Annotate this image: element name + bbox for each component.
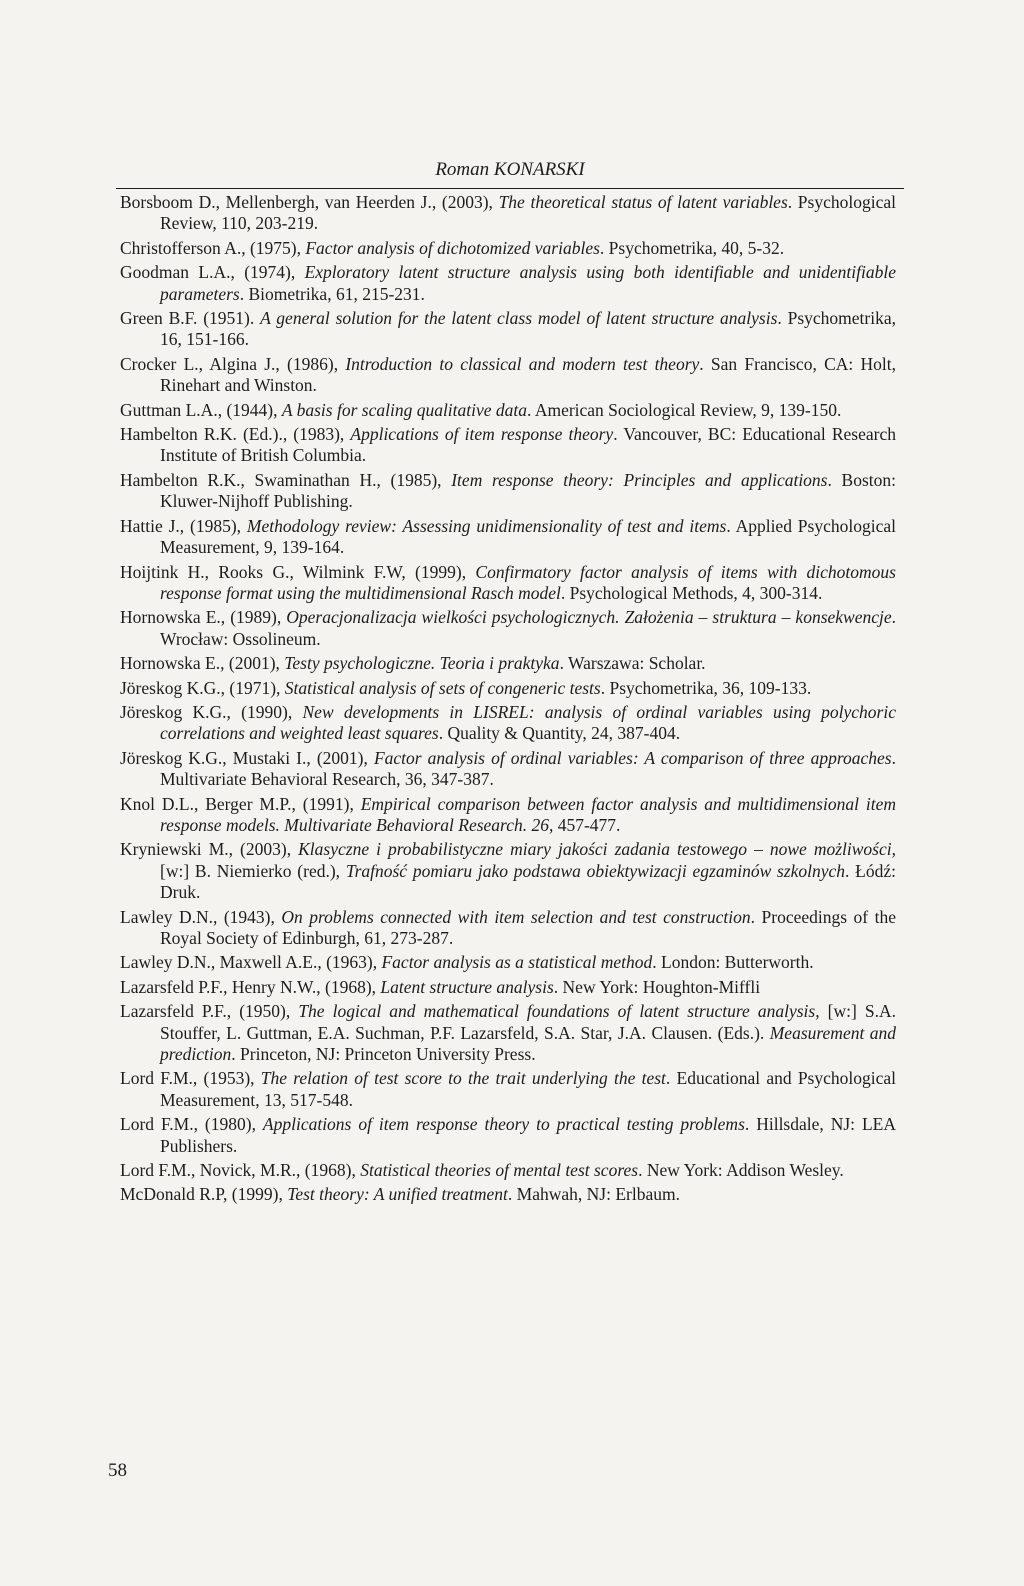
- reference-item: McDonald R.P, (1999), Test theory: A unified treatment. Mahwah, NJ: Erlbaum.: [120, 1184, 680, 1205]
- reference-item: Lazarsfeld P.F., Henry N.W., (1968), Latent structure analysis. New York: Houghton-Miffli: [120, 976, 761, 997]
- reference-item: Hattie J., (1985), Methodology review: Assessing unidimensionality of test and items. Applied Psychological Measurement, 9, 139-164.: [120, 515, 896, 558]
- reference-item: Lord F.M., (1953), The relation of test score to the trait underlying the test. Educational and Psychological Measurement, 13, 517-548.: [120, 1068, 896, 1110]
- page-number: 58: [108, 1460, 127, 1481]
- reference-item: Jöreskog K.G., (1990), New developments in LISREL: analysis of ordinal variables using polychoric correlations and weighted least squares. Quality & Quantity, 24, 387-404.: [120, 701, 896, 744]
- reference-item: Hornowska E., (2001), Testy psychologiczne. Teoria i praktyka. Warszawa: Scholar.: [120, 653, 706, 674]
- reference-item: Hornowska E., (1989), Operacjonalizacja wielkości psychologicznych. Założenia – struktura – konsekwencje. Wrocław: Ossolineum.: [120, 607, 896, 649]
- reference-item: Green B.F. (1951). A general solution for the latent class model of latent structure analysis. Psychometrika, 16, 151-166.: [120, 308, 896, 350]
- reference-item: Lawley D.N., (1943), On problems connected with item selection and test construction. Proceedings of the Royal Society of Edinburgh, 61, 273-287.: [120, 906, 896, 948]
- reference-item: Hoijtink H., Rooks G., Wilmink F.W, (1999), Confirmatory factor analysis of items with dichotomous response format using the multidimensional Rasch model. Psychological Methods, 4, 300-314.: [120, 561, 896, 603]
- reference-item: Jöreskog K.G., (1971), Statistical analysis of sets of congeneric tests. Psychometrika, 36, 109-133.: [120, 677, 812, 698]
- reference-list: [120, 192, 896, 1209]
- reference-item: Knol D.L., Berger M.P., (1991), Empirical comparison between factor analysis and multidimensional item response models. Multivariate Behavioral Research. 26, 457-477.: [120, 793, 896, 835]
- running-title: Roman KONARSKI: [435, 159, 585, 180]
- reference-item: Jöreskog K.G., Mustaki I., (2001), Factor analysis of ordinal variables: A comparison of three approaches. Multivariate Behavioral Research, 36, 347-387.: [120, 747, 896, 790]
- reference-item: Lawley D.N., Maxwell A.E., (1963), Factor analysis as a statistical method. London: Butterworth.: [120, 952, 814, 973]
- reference-item: Lord F.M., (1980), Applications of item response theory to practical testing problems. Hillsdale, NJ: LEA Publishers.: [120, 1114, 896, 1156]
- reference-item: Lazarsfeld P.F., (1950), The logical and mathematical foundations of latent structure analysis, [w:] S.A. Stouffer, L. Guttman, E.A. Suchman, P.F. Lazarsfeld, S.A. Star, J.A. Clausen. (Eds.). Measurement and prediction. Princeton, NJ: Princeton University Press.: [120, 1001, 896, 1065]
- reference-item: Christofferson A., (1975), Factor analysis of dichotomized variables. Psychometrika, 40, 5-32.: [120, 237, 785, 258]
- reference-item: Lord F.M., Novick, M.R., (1968), Statistical theories of mental test scores. New York: Addison Wesley.: [120, 1160, 844, 1181]
- reference-item: Kryniewski M., (2003), Klasyczne i probabilistyczne miary jakości zadania testowego – nowe możliwości, [w:] B. Niemierko (red.), Trafność pomiaru jako podstawa obiektywizacji egzaminów szkolnych. Łódź: Druk.: [120, 839, 896, 903]
- page-header: [116, 158, 904, 189]
- reference-item: Hambelton R.K. (Ed.)., (1983), Applications of item response theory. Vancouver, BC: Educational Research Institute of British Columbia.: [120, 424, 896, 466]
- reference-item: Guttman L.A., (1944), A basis for scaling qualitative data. American Sociological Review, 9, 139-150.: [120, 399, 842, 420]
- reference-item: Borsboom D., Mellenbergh, van Heerden J., (2003), The theoretical status of latent variables. Psychological Review, 110, 203-219.: [120, 192, 896, 234]
- reference-item: Crocker L., Algina J., (1986), Introduction to classical and modern test theory. San Francisco, CA: Holt, Rinehart and Winston.: [120, 353, 896, 396]
- reference-item: Goodman L.A., (1974), Exploratory latent structure analysis using both identifiable and unidentifiable parameters. Biometrika, 61, 215-231.: [120, 262, 896, 304]
- reference-item: Hambelton R.K., Swaminathan H., (1985), Item response theory: Principles and applications. Boston: Kluwer-Nijhoff Publishing.: [120, 469, 897, 512]
